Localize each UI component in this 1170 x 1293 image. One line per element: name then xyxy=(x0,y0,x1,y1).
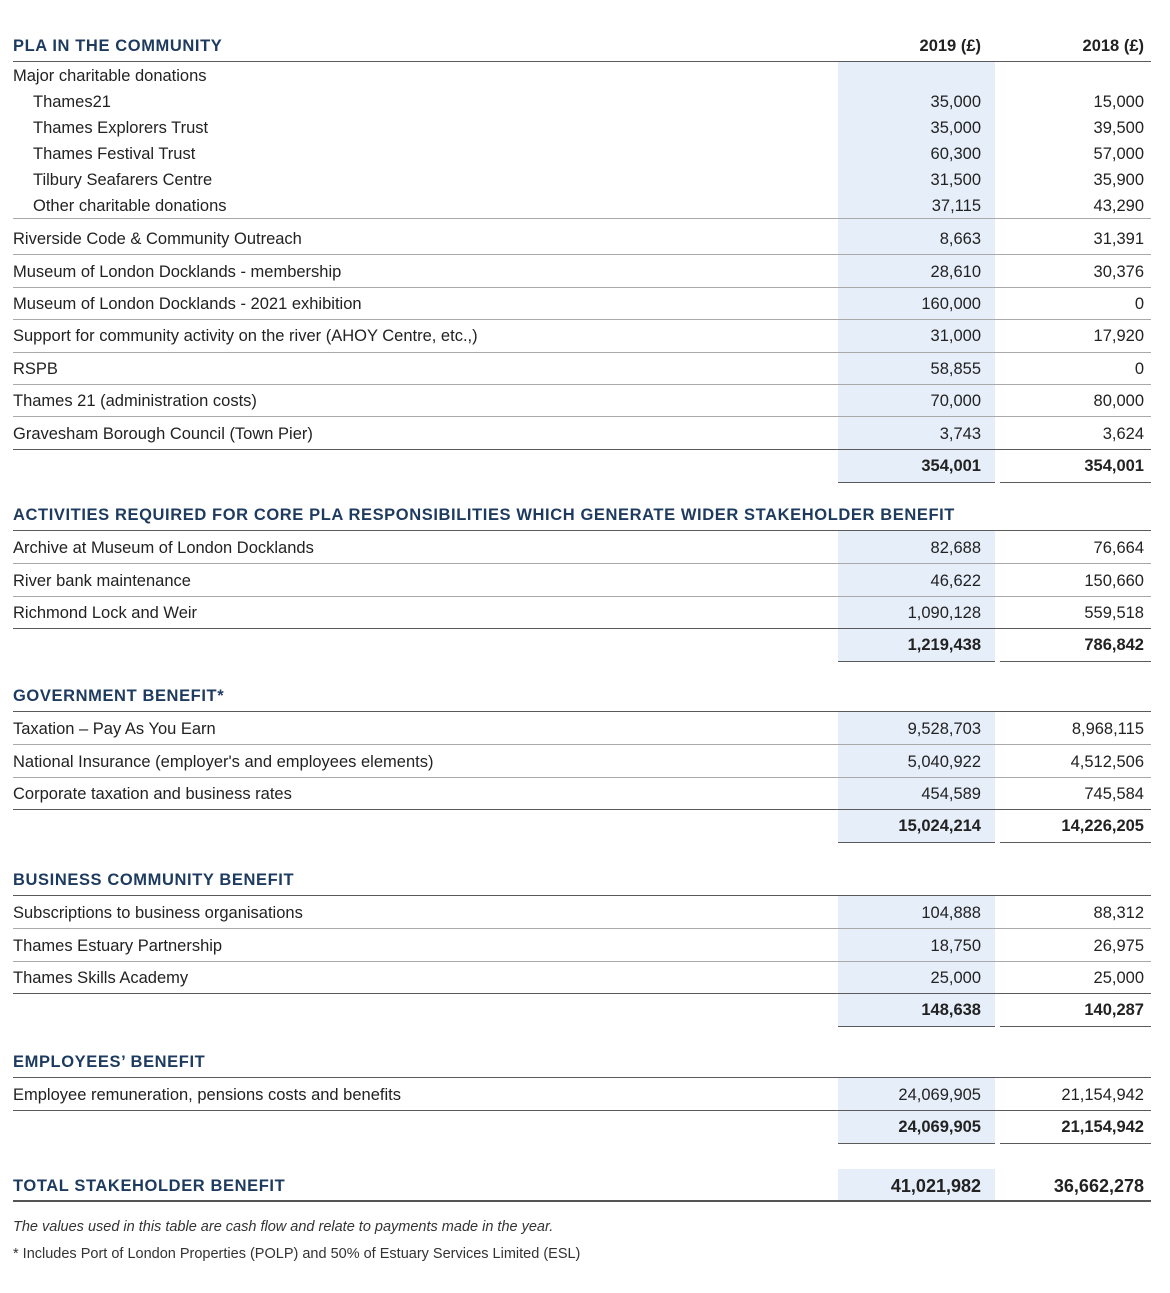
row-label: Support for community activity on the river (AHOY Centre, etc.,) xyxy=(13,327,478,346)
value-2019: 35,000 xyxy=(930,119,981,137)
row-divider xyxy=(13,319,1151,320)
row-divider xyxy=(13,254,1151,255)
row-label: Major charitable donations xyxy=(13,67,207,85)
total-2019: 148,638 xyxy=(921,1001,981,1020)
value-2018: 31,391 xyxy=(1093,230,1144,249)
row-divider xyxy=(13,1077,1151,1078)
total-underline xyxy=(1000,842,1151,843)
row-label: Riverside Code & Community Outreach xyxy=(13,230,302,249)
total-underline xyxy=(1000,661,1151,662)
total-2019: 24,069,905 xyxy=(898,1118,981,1137)
value-2018: 76,664 xyxy=(1093,539,1144,558)
value-2019: 160,000 xyxy=(921,295,981,313)
value-2019: 1,090,128 xyxy=(907,604,981,622)
value-2018: 39,500 xyxy=(1093,119,1144,137)
footnote-asterisk: * Includes Port of London Properties (POLP) and 50% of Estuary Services Limited (ESL) xyxy=(13,1246,581,1262)
row-label: Richmond Lock and Weir xyxy=(13,604,198,622)
row-divider xyxy=(13,416,1151,417)
row-divider xyxy=(13,744,1151,745)
value-2018: 15,000 xyxy=(1093,93,1144,111)
total-underline xyxy=(838,661,995,662)
total-underline xyxy=(1000,482,1151,483)
row-divider xyxy=(13,809,1151,810)
value-2018: 80,000 xyxy=(1093,392,1144,411)
value-2018: 17,920 xyxy=(1093,327,1144,346)
row-divider xyxy=(13,993,1151,994)
total-underline xyxy=(838,482,995,483)
section-title: BUSINESS COMMUNITY BENEFIT xyxy=(13,871,295,889)
row-divider xyxy=(13,530,1151,531)
row-label: Thames Explorers Trust xyxy=(33,119,209,137)
row-label: Thames Estuary Partnership xyxy=(13,936,223,955)
row-divider xyxy=(13,563,1151,564)
value-2019: 82,688 xyxy=(930,539,981,558)
total-2018: 354,001 xyxy=(1084,456,1144,475)
row-label: Subscriptions to business organisations xyxy=(13,904,303,923)
value-2019: 35,000 xyxy=(930,93,981,111)
value-2019: 31,000 xyxy=(930,327,981,346)
total-underline xyxy=(838,842,995,843)
value-2018: 21,154,942 xyxy=(1061,1086,1144,1105)
total-2018: 786,842 xyxy=(1084,636,1144,655)
value-2019: 46,622 xyxy=(930,571,981,590)
column-header-2019: 2019 (£) xyxy=(919,37,981,55)
grand-total-2018: 36,662,278 xyxy=(1053,1176,1144,1196)
value-2018: 43,290 xyxy=(1093,197,1144,215)
row-divider xyxy=(13,596,1151,597)
value-2018: 150,660 xyxy=(1084,571,1144,590)
row-label: National Insurance (employer's and employees elements) xyxy=(13,752,434,771)
row-label: Museum of London Docklands - 2021 exhibition xyxy=(13,295,362,313)
total-underline xyxy=(1000,1143,1151,1144)
value-2018: 0 xyxy=(1134,359,1144,378)
row-label: Thames Festival Trust xyxy=(33,145,196,163)
row-label: Taxation – Pay As You Earn xyxy=(13,720,216,739)
value-2019: 60,300 xyxy=(930,145,981,163)
value-2019: 31,500 xyxy=(930,171,981,189)
row-divider xyxy=(13,384,1151,385)
section-title: EMPLOYEES’ BENEFIT xyxy=(13,1053,206,1071)
total-2018: 140,287 xyxy=(1084,1001,1144,1020)
total-underline xyxy=(838,1026,995,1027)
column-header-2018: 2018 (£) xyxy=(1082,37,1144,55)
value-2018: 25,000 xyxy=(1093,969,1144,987)
value-2018: 4,512,506 xyxy=(1070,752,1144,771)
value-2018: 3,624 xyxy=(1102,424,1144,443)
section-title: PLA IN THE COMMUNITY xyxy=(13,37,223,55)
value-2019: 5,040,922 xyxy=(907,752,981,771)
row-divider xyxy=(13,449,1151,450)
section-title: ACTIVITIES REQUIRED FOR CORE PLA RESPONSIBILITIES WHICH GENERATE WIDER STAKEHOLDER BENEFIT xyxy=(13,506,955,524)
total-2019: 354,001 xyxy=(921,456,981,475)
value-2019: 9,528,703 xyxy=(907,720,981,739)
value-2018: 30,376 xyxy=(1093,262,1144,281)
total-2019: 1,219,438 xyxy=(907,636,981,655)
row-divider xyxy=(13,1200,1151,1202)
grand-total-2019: 41,021,982 xyxy=(890,1176,981,1196)
row-label: Thames Skills Academy xyxy=(13,969,189,987)
row-divider xyxy=(13,61,1151,62)
row-divider xyxy=(13,1110,1151,1111)
row-label: RSPB xyxy=(13,359,58,378)
value-2019: 25,000 xyxy=(930,969,981,987)
value-2018: 26,975 xyxy=(1093,936,1144,955)
row-label: Employee remuneration, pensions costs and benefits xyxy=(13,1086,401,1105)
value-2018: 88,312 xyxy=(1093,904,1144,923)
row-divider xyxy=(13,928,1151,929)
row-label: Museum of London Docklands - membership xyxy=(13,262,342,281)
section-title: GOVERNMENT BENEFIT* xyxy=(13,687,225,705)
row-divider xyxy=(13,287,1151,288)
value-2019: 24,069,905 xyxy=(898,1086,981,1105)
row-label: Gravesham Borough Council (Town Pier) xyxy=(13,424,313,443)
value-2018: 559,518 xyxy=(1084,604,1144,622)
value-2019: 18,750 xyxy=(930,936,981,955)
value-2018: 0 xyxy=(1134,295,1144,313)
value-2019: 454,589 xyxy=(921,785,981,803)
row-divider xyxy=(13,628,1151,629)
row-label: Corporate taxation and business rates xyxy=(13,785,292,803)
total-2018: 21,154,942 xyxy=(1061,1118,1144,1137)
row-divider xyxy=(13,777,1151,778)
row-label: Archive at Museum of London Docklands xyxy=(13,539,314,558)
value-2018: 8,968,115 xyxy=(1071,720,1144,739)
grand-total-label: TOTAL STAKEHOLDER BENEFIT xyxy=(13,1177,286,1195)
row-label: River bank maintenance xyxy=(13,571,191,590)
value-2018: 35,900 xyxy=(1093,171,1144,189)
footnote-cashflow: The values used in this table are cash flow and relate to payments made in the year. xyxy=(13,1219,554,1235)
row-label: Thames21 xyxy=(33,93,111,111)
row-divider xyxy=(13,895,1151,896)
row-divider xyxy=(13,961,1151,962)
row-label: Other charitable donations xyxy=(33,197,227,215)
value-2019: 104,888 xyxy=(921,904,981,923)
total-underline xyxy=(838,1143,995,1144)
value-2019: 28,610 xyxy=(930,262,981,281)
value-2019: 70,000 xyxy=(930,392,981,411)
row-divider xyxy=(13,352,1151,353)
total-2019: 15,024,214 xyxy=(898,817,981,836)
total-underline xyxy=(1000,1026,1151,1027)
value-2018: 57,000 xyxy=(1093,145,1144,163)
value-2019: 3,743 xyxy=(939,424,981,443)
row-divider xyxy=(13,218,1151,219)
value-2019: 8,663 xyxy=(939,230,981,249)
row-label: Tilbury Seafarers Centre xyxy=(33,171,213,189)
row-label: Thames 21 (administration costs) xyxy=(13,392,257,411)
value-2019: 58,855 xyxy=(930,359,981,378)
value-2018: 745,584 xyxy=(1084,785,1144,803)
total-2018: 14,226,205 xyxy=(1061,817,1144,836)
value-2019: 37,115 xyxy=(931,197,981,215)
row-divider xyxy=(13,711,1151,712)
